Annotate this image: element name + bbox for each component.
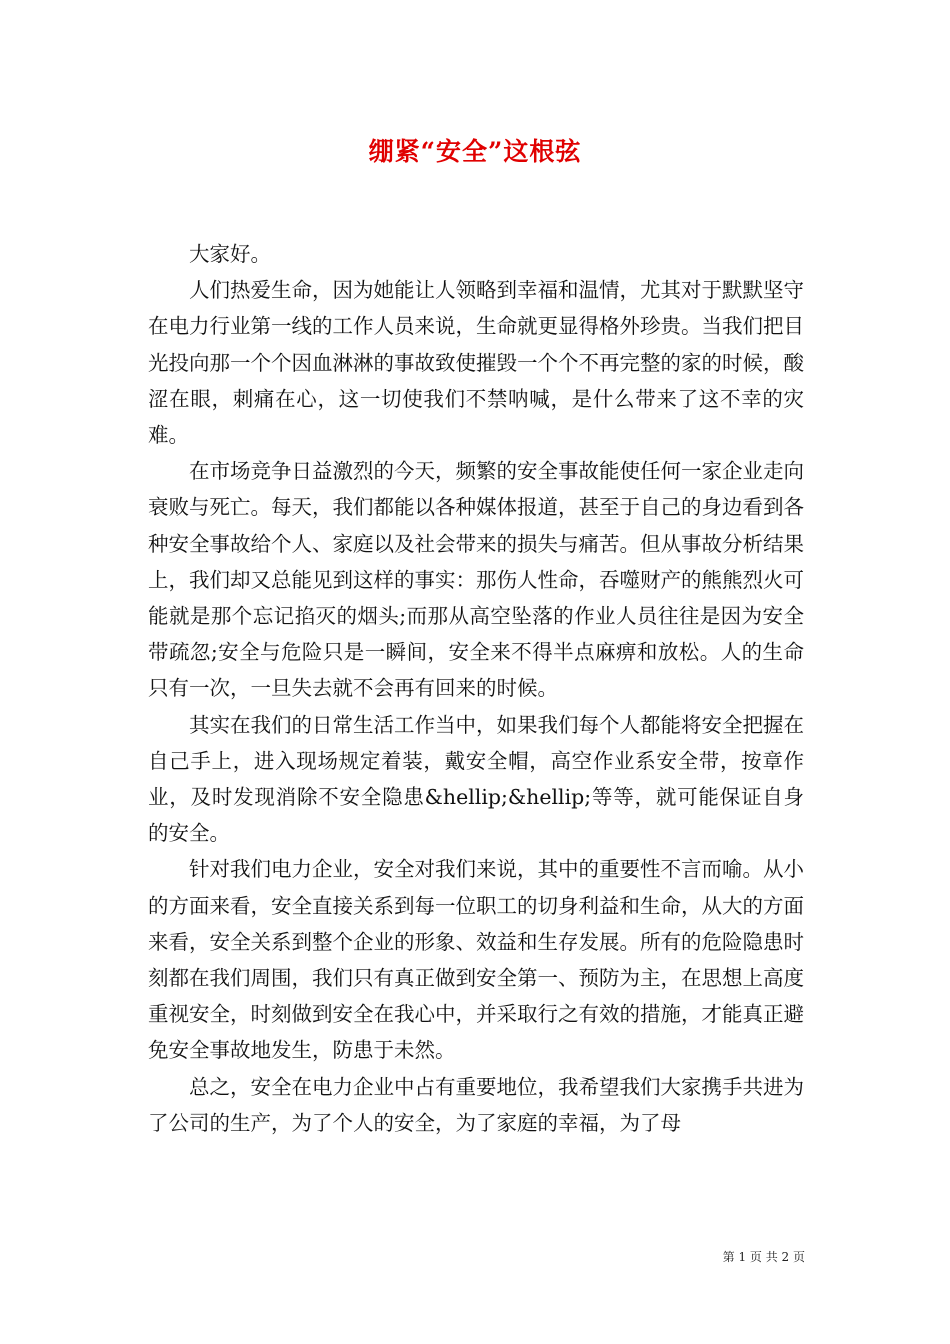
- body-paragraph: 人们热爱生命，因为她能让人领略到幸福和温情，尤其对于默默坚守在电力行业第一线的工作人员来说，生命就更显得格外珍贵。当我们把目光投向那一个个因血淋淋的事故致使摧毁一个个不再完整的家的时候，酸涩在眼，刺痛在心，这一切使我们不禁呐喊，是什么带来了这不幸的灾难。: [148, 278, 804, 448]
- body-paragraph: 其实在我们的日常生活工作当中，如果我们每个人都能将安全把握在自己手上，进入现场规定着装，戴安全帽，高空作业系安全带，按章作业，及时发现消除不安全隐患&hellip;&hellip;等等，就可能保证自身的安全。: [148, 712, 804, 846]
- document-body: [148, 236, 804, 1141]
- greeting-paragraph: 大家好。: [189, 242, 271, 266]
- body-paragraph: 针对我们电力企业，安全对我们来说，其中的重要性不言而喻。从小的方面来看，安全直接关系到每一位职工的切身利益和生命，从大的方面来看，安全关系到整个企业的形象、效益和生存发展。所有的危险隐患时刻都在我们周围，我们只有真正做到安全第一、预防为主，在思想上高度重视安全，时刻做到安全在我心中，并采取行之有效的措施，才能真正避免安全事故地发生，防患于未然。: [148, 857, 804, 1063]
- document-title: 绷紧“安全”这根弦: [368, 137, 582, 166]
- page-number-footer: 第 1 页 共 2 页: [722, 1250, 805, 1264]
- body-paragraph: 总之，安全在电力企业中占有重要地位，我希望我们大家携手共进为了公司的生产，为了个人的安全，为了家庭的幸福，为了母: [148, 1074, 804, 1135]
- body-paragraph: 在市场竞争日益激烈的今天，频繁的安全事故能使任何一家企业走向衰败与死亡。每天，我们都能以各种媒体报道，甚至于自己的身边看到各种安全事故给个人、家庭以及社会带来的损失与痛苦。但从事故分析结果上，我们却又总能见到这样的事实：那伤人性命，吞噬财产的熊熊烈火可能就是那个忘记掐灭的烟头;而那从高空坠落的作业人员往往是因为安全带疏忽;安全与危险只是一瞬间，安全来不得半点麻痹和放松。人的生命只有一次，一旦失去就不会再有回来的时候。: [148, 459, 804, 701]
